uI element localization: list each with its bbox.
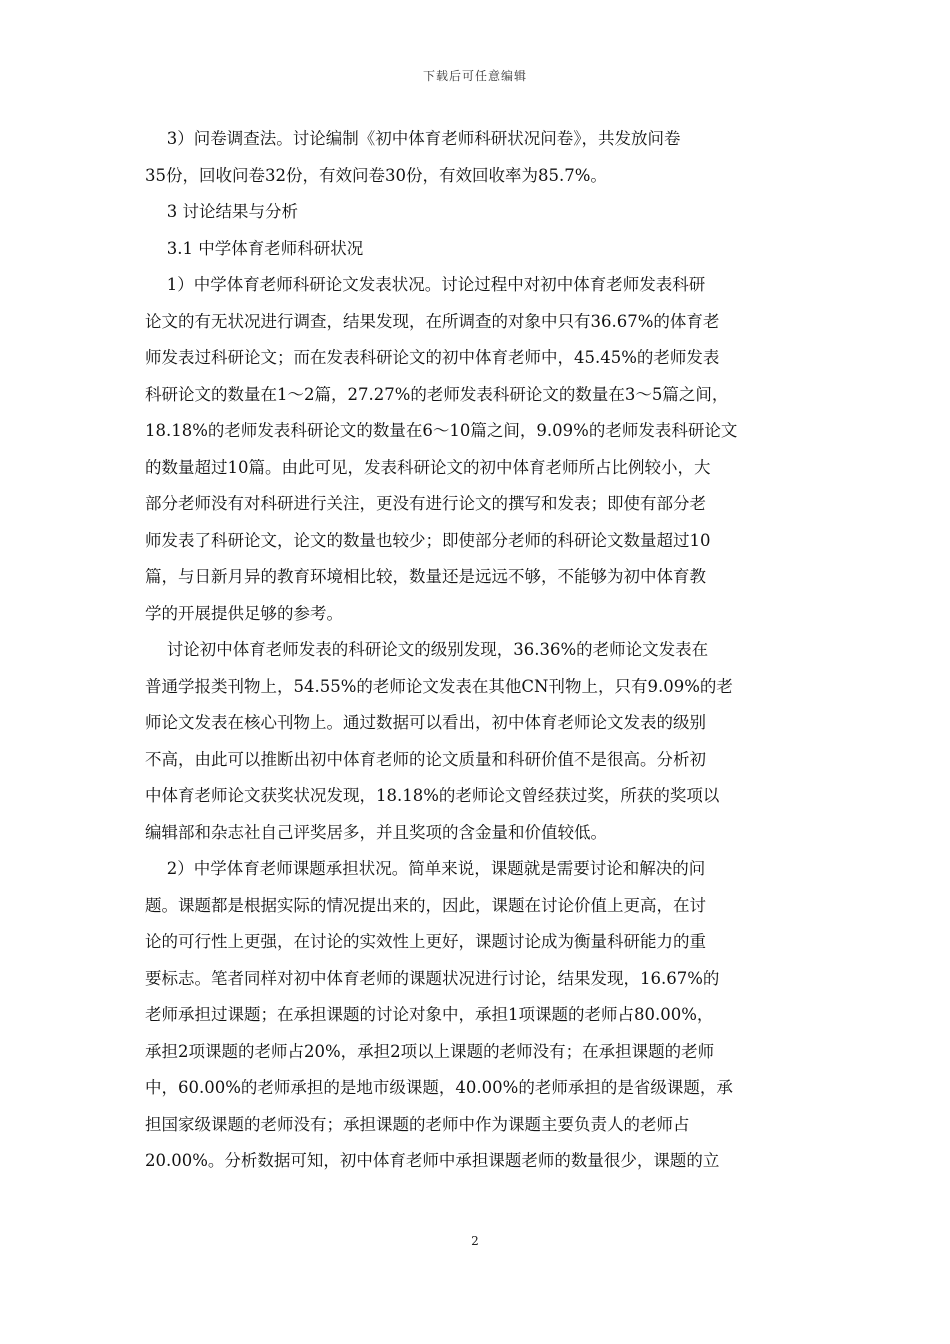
- subsection-heading-research-status: 3.1 中学体育老师科研状况: [145, 238, 364, 258]
- page-header: 下载后可任意编辑: [422, 69, 527, 83]
- section-heading-results: 3 讨论结果与分析: [145, 202, 298, 221]
- paragraph-paper-publication: 1）中学体育老师科研论文发表状况。讨论过程中对初中体育老师发表科研 论文的有无状况进行调查，结果发现，在所调查的对象中只有36.67%的体育老 师发表过科研论文；而在发表科研论文的初中体育老师中，45.45%的老师发表 科研论文的数量在1～2篇，27.27%的老师发表科研论文的数量在3～5篇之间， 18.18%的老师发表科研论文的数量在6～10篇之间，9.09%的老师发表科研论文 的数量超过10篇。由此可见，发表科研论文的初中体育老师所占比例较小，大 部分老师没有对科研进行关注，更没有进行论文的撰写和发表；即使有部分老 师发表了科研论文，论文的数量也较少；即使部分老师的科研论文数量超过10 篇，与日新月异的教育环境相比较，数量还是远远不够，不能够为初中体育教 学的开展提供足够的参考。: [145, 275, 738, 623]
- page-number: 2: [471, 1234, 479, 1248]
- paragraph-paper-level: 讨论初中体育老师发表的科研论文的级别发现，36.36%的老师论文发表在 普通学报类刊物上，54.55%的老师论文发表在其他CN刊物上，只有9.09%的老 师论文发表在核心刊物上。通过数据可以看出，初中体育老师论文发表的级别 不高，由此可以推断出初中体育老师的论文质量和科研价值不是很高。分析初 中体育老师论文获奖状况发现，18.18%的老师论文曾经获过奖，所获的奖项以 编辑部和杂志社自己评奖居多，并且奖项的含金量和价值较低。: [145, 640, 733, 842]
- document-body: [145, 121, 805, 1180]
- paragraph-research-projects: 2）中学体育老师课题承担状况。简单来说，课题就是需要讨论和解决的问 题。课题都是根据实际的情况提出来的，因此，课题在讨论价值上更高，在讨 论的可行性上更强，在讨论的实效性上更好，课题讨论成为衡量科研能力的重 要标志。笔者同样对初中体育老师的课题状况进行讨论，结果发现，16.67%的 老师承担过课题；在承担课题的讨论对象中，承担1项课题的老师占80.00%， 承担2项课题的老师占20%，承担2项以上课题的老师没有；在承担课题的老师 中，60.00%的老师承担的是地市级课题，40.00%的老师承担的是省级课题，承 担国家级课题的老师没有；承担课题的老师中作为课题主要负责人的老师占 20.00%。分析数据可知，初中体育老师中承担课题老师的数量很少，课题的立: [145, 859, 733, 1170]
- paragraph-questionnaire-method: 3）问卷调查法。讨论编制《初中体育老师科研状况问卷》，共发放问卷 35份，回收问卷32份，有效问卷30份，有效回收率为85.7%。: [145, 129, 681, 185]
